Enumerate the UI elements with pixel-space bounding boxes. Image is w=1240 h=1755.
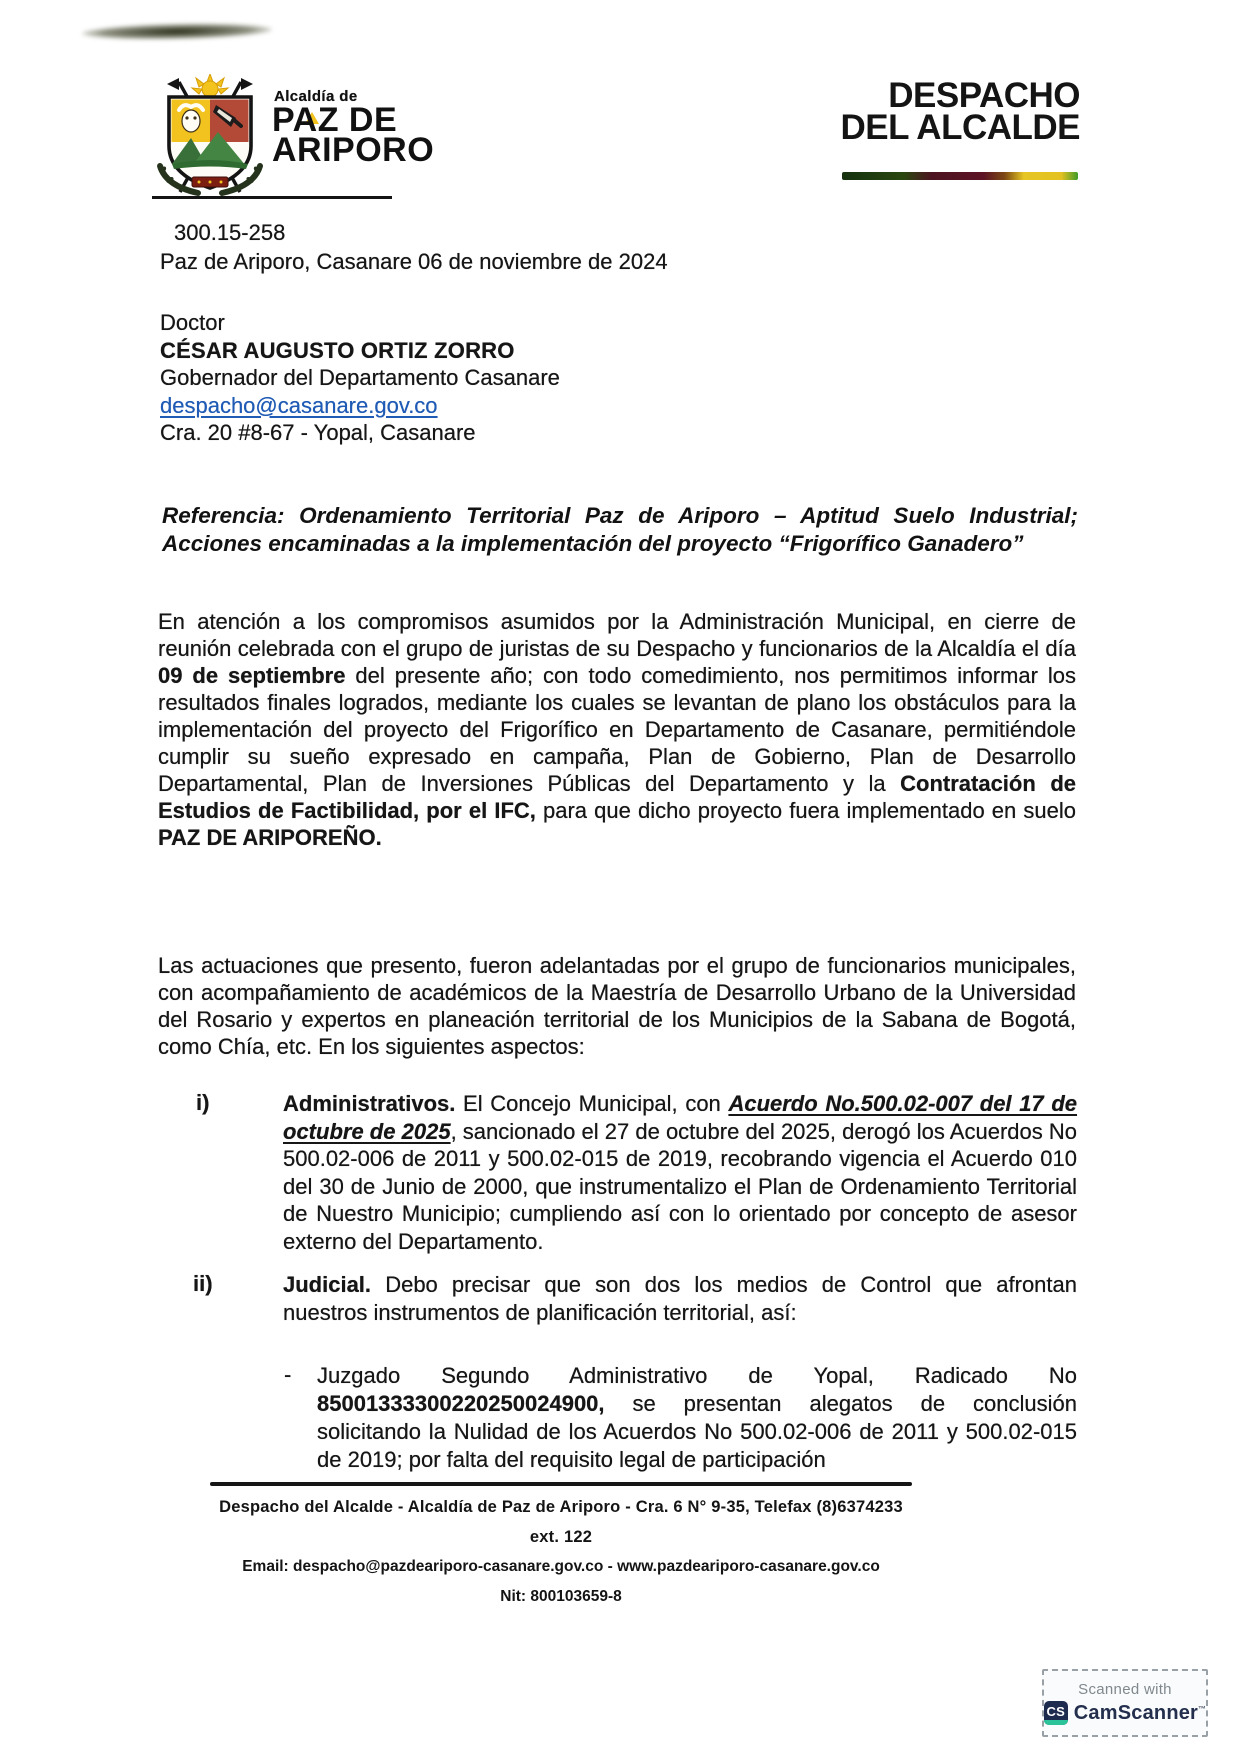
reference-number: 300.15-258 — [174, 220, 286, 245]
bullet-item-text — [317, 1362, 1077, 1474]
body-paragraph-1 — [158, 608, 1076, 851]
paz-de-ariporo-crest-icon — [146, 74, 274, 198]
footer-email-web-line: Email: despacho@pazdeariporo-casanare.gov.co - www.pazdeariporo-casanare.gov.co — [242, 1558, 880, 1575]
reference-subject: Referencia: Ordenamiento Territorial Paz de Ariporo – Aptitud Suelo Industrial; Acciones encaminadas a la implementación del proyecto “Frigorífico Ganadero” — [162, 503, 1078, 556]
recipient-name: CÉSAR AUGUSTO ORTIZ ZORRO — [160, 337, 515, 363]
item-ii-label: ii) — [193, 1271, 213, 1296]
camscanner-cs-icon — [1044, 1701, 1068, 1725]
p1-bold-contratacion: Contratación de Estudios de Factibilidad, por el IFC, — [158, 771, 1076, 823]
logo-wordmark — [272, 88, 435, 169]
recipient-block — [160, 309, 560, 447]
logo-alcaldia-de: Alcaldía de — [274, 88, 358, 105]
office-line2: DEL ALCALDE — [840, 108, 1080, 147]
camscanner-wordmark — [1074, 1702, 1206, 1725]
p1-bold-date: 09 de septiembre — [158, 663, 346, 688]
camscanner-badge[interactable] — [1042, 1669, 1208, 1737]
cs-icon-letters: CS — [1046, 1703, 1065, 1719]
p1-bold-pazdearipore: PAZ DE ARIPOREÑO. — [158, 825, 382, 850]
recipient-address: Cra. 20 #8-67 - Yopal, Casanare — [160, 420, 476, 445]
p1-run: para que dicho proyecto fuera implementado en suelo — [535, 798, 1076, 823]
item-i-acuerdo-ref: Acuerdo No.500.02-007 del 17 de octubre de 2025 — [283, 1091, 1078, 1144]
item-ii-text — [283, 1271, 1077, 1326]
footer-address-line: Despacho del Alcalde - Alcaldía de Paz de Ariporo - Cra. 6 N° 9-35, Telefax (8)6374233 ext. 122 — [219, 1498, 903, 1546]
dateline: Paz de Ariporo, Casanare 06 de noviembre de 2024 — [160, 249, 668, 274]
logo-underline — [152, 196, 392, 199]
footer-nit-line: Nit: 800103659-8 — [500, 1588, 622, 1605]
camscanner-brand-text: CamScanner — [1073, 1701, 1199, 1724]
item-ii-heading: Judicial. — [283, 1272, 372, 1297]
item-i-run: El Concejo Municipal, con — [455, 1091, 729, 1116]
footer-block — [206, 1492, 916, 1612]
office-line1: DESPACHO — [888, 76, 1080, 115]
footer-divider — [210, 1482, 912, 1486]
scanned-with-label: Scanned with — [1078, 1681, 1172, 1698]
bullet-radicado-number: 85001333300220250024900, — [317, 1391, 605, 1416]
scan-artifact-smudge — [82, 22, 272, 41]
recipient-salutation: Doctor — [160, 310, 225, 335]
item-i-text — [283, 1090, 1077, 1255]
bullet-run: se presentan alegatos de conclusión solicitando la Nulidad de los Acuerdos No 500.02-006 de 2011 y 500.02-015 de 2019; por falta del requisito legal de participación — [317, 1391, 1077, 1472]
item-i-label: i) — [196, 1090, 210, 1115]
bullet-dash: - — [284, 1362, 292, 1387]
recipient-email-link[interactable]: despacho@casanare.gov.co — [160, 392, 438, 418]
p1-run: En atención a los compromisos asumidos por la Administración Municipal, en cierre de reunión celebrada con el grupo de juristas de su Despacho y funcionarios de la Alcaldía el día — [158, 609, 1076, 661]
body-paragraph-2: Las actuaciones que presento, fueron adelantadas por el grupo de funcionarios municipales, con acompañamiento de académicos de la Maestría de Desarrollo Urbano de la Universidad del Rosario y expertos en planeación territorial de los Municipios de la Sabana de Bogotá, como Chía, etc. En los siguientes aspectos: — [158, 953, 1076, 1059]
office-title — [840, 76, 1081, 147]
item-ii-run: Debo precisar que son dos los medios de Control que afrontan nuestros instrumentos de planificación territorial, así: — [283, 1272, 1077, 1325]
logo-paz-de: PAZ DE — [272, 101, 398, 139]
office-gradient-bar — [842, 172, 1078, 180]
item-i-run: , sancionado el 27 de octubre del 2025, derogó los Acuerdos No 500.02-006 de 2011 y 500.02-015 de 2019, recobrando vigencia el Acuerdo 010 del 30 de Junio de 2000, que instrumentalizo el Plan de Ordenamiento Territorial de Nuestro Municipio; cumpliendo así con lo orientado por concepto de asesor externo del Departamento. — [283, 1118, 1078, 1254]
item-i-heading: Administrativos. — [283, 1091, 456, 1116]
trademark-symbol: ™ — [1198, 1703, 1207, 1713]
letter-meta — [160, 218, 668, 276]
logo-ariporo: ARIPORO — [272, 131, 435, 169]
recipient-title: Gobernador del Departamento Casanare — [160, 365, 560, 390]
p1-run: del presente año; con todo comedimiento, nos permitimos informar los resultados finales logrados, mediante los cuales se levantan de plano los obstáculos para la implementación del proyecto del Frigorífico en Departamento de Casanare, permitiéndole cumplir su sueño expresado en campaña, Plan de Gobierno, Plan de Desarrollo Departamental, Plan de Inversiones Públicas del Departamento y la — [158, 663, 1076, 796]
bullet-run: Juzgado Segundo Administrativo de Yopal, Radicado No — [317, 1363, 1077, 1388]
